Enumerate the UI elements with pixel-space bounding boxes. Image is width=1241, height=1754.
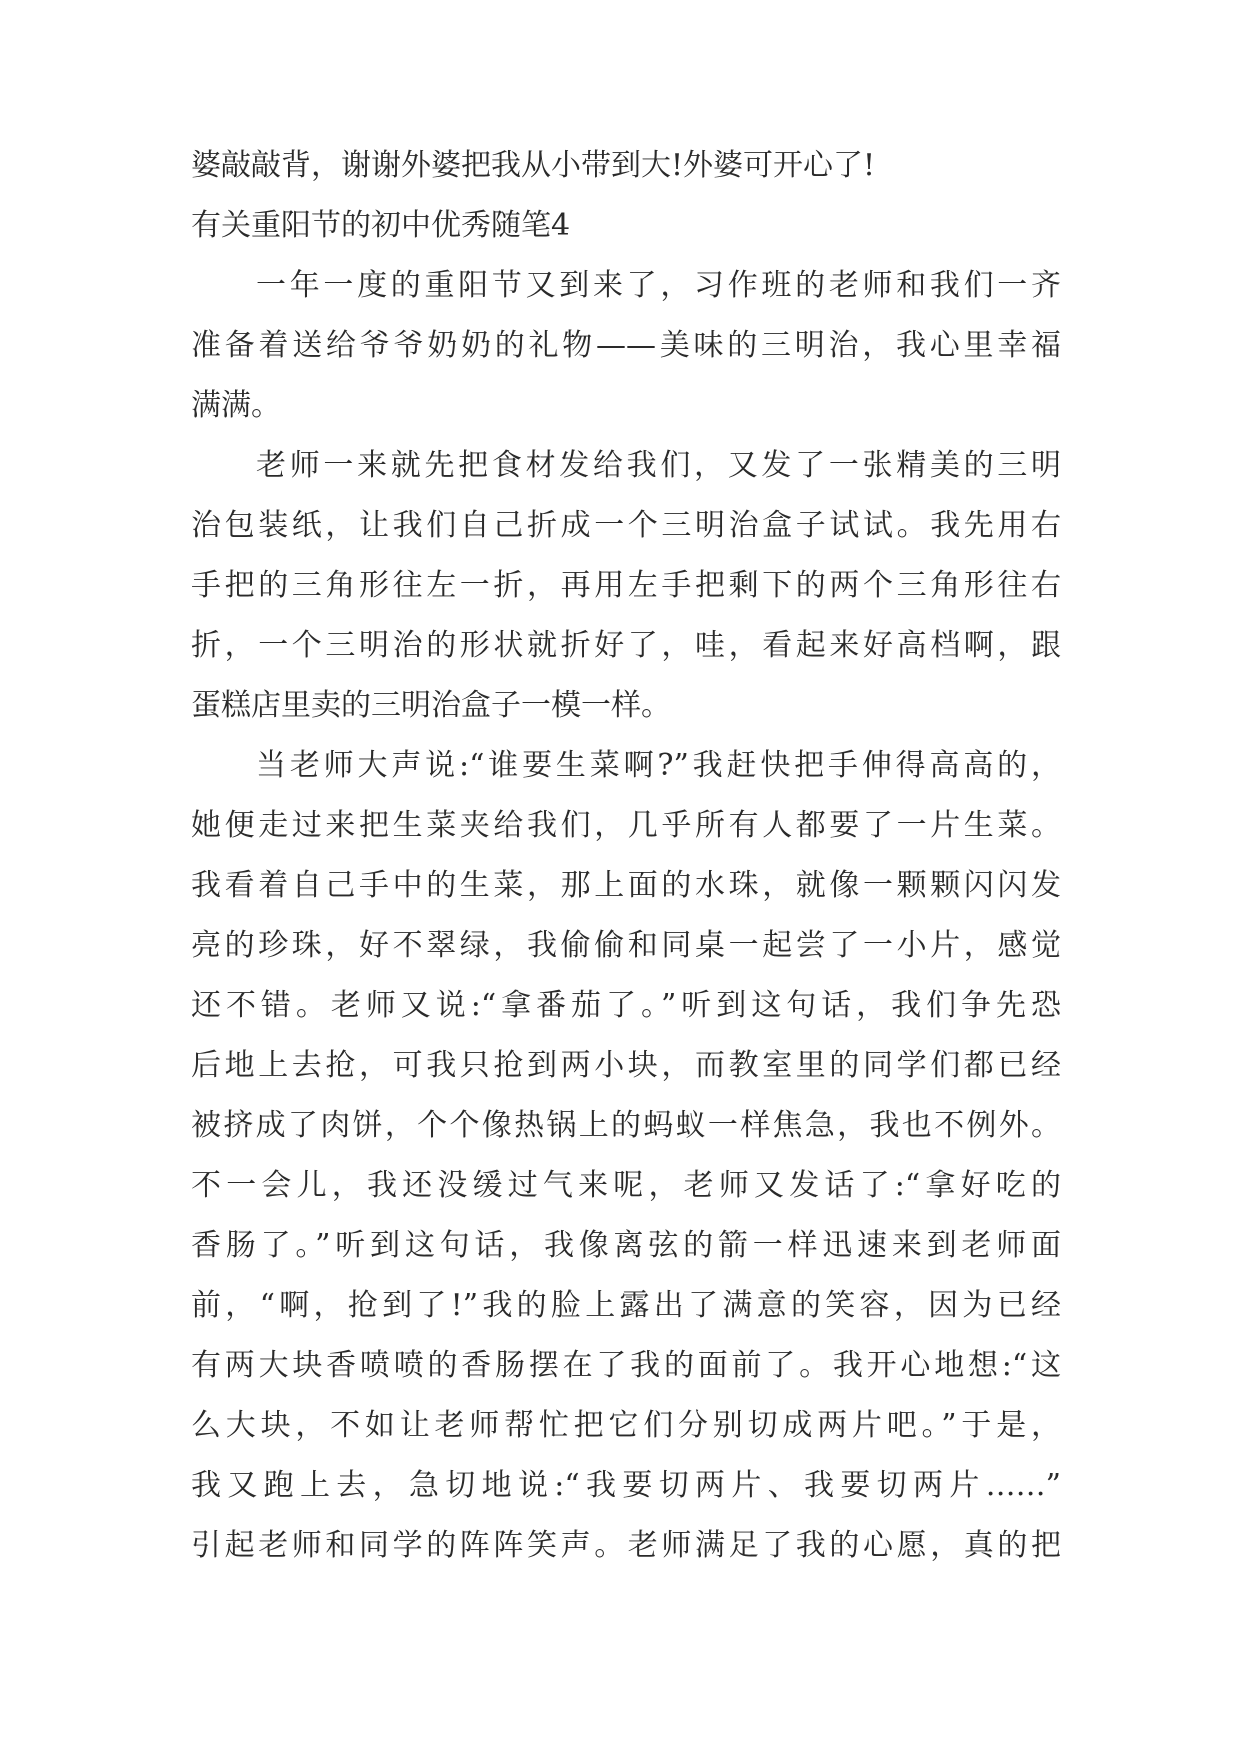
paragraph-2-line-3: 手把的三角形往左一折，再用左手把剩下的两个三角形往右 xyxy=(191,568,1061,603)
paragraph-2-line-2: 治包装纸，让我们自己折成一个三明治盒子试试。我先用右 xyxy=(191,508,1061,543)
paragraph-1-line-1: 一年一度的重阳节又到来了，习作班的老师和我们一齐 xyxy=(256,268,1061,303)
paragraph-3-line-5: 还不错。老师又说:“拿番茄了。”听到这句话，我们争先恐 xyxy=(191,988,1061,1023)
paragraph-3-line-8: 不一会儿，我还没缓过气来呢，老师又发话了:“拿好吃的 xyxy=(191,1168,1061,1203)
paragraph-3-line-1: 当老师大声说:“谁要生菜啊?”我赶快把手伸得高高的， xyxy=(256,748,1061,783)
paragraph-3-line-12: 么大块，不如让老师帮忙把它们分别切成两片吧。”于是， xyxy=(191,1408,1061,1443)
section-heading: 有关重阳节的初中优秀随笔4 xyxy=(191,208,571,243)
paragraph-3-line-6: 后地上去抢，可我只抢到两小块，而教室里的同学们都已经 xyxy=(191,1048,1061,1083)
paragraph-3-line-14: 引起老师和同学的阵阵笑声。老师满足了我的心愿，真的把 xyxy=(191,1528,1061,1563)
paragraph-1-line-2: 准备着送给爷爷奶奶的礼物——美味的三明治，我心里幸福 xyxy=(191,328,1061,363)
paragraph-3-line-13: 我又跑上去，急切地说:“我要切两片、我要切两片……” xyxy=(191,1468,1061,1503)
paragraph-3-line-7: 被挤成了肉饼，个个像热锅上的蚂蚁一样焦急，我也不例外。 xyxy=(191,1108,1061,1143)
paragraph-3-line-2: 她便走过来把生菜夹给我们，几乎所有人都要了一片生菜。 xyxy=(191,808,1061,843)
paragraph-3-line-9: 香肠了。”听到这句话，我像离弦的箭一样迅速来到老师面 xyxy=(191,1228,1061,1263)
paragraph-3-line-3: 我看着自己手中的生菜，那上面的水珠，就像一颗颗闪闪发 xyxy=(191,868,1061,903)
paragraph-2-line-4: 折，一个三明治的形状就折好了，哇，看起来好高档啊，跟 xyxy=(191,628,1061,663)
paragraph-3-line-11: 有两大块香喷喷的香肠摆在了我的面前了。我开心地想:“这 xyxy=(191,1348,1061,1383)
paragraph-1-line-3: 满满。 xyxy=(191,388,281,423)
paragraph-2-line-5: 蛋糕店里卖的三明治盒子一模一样。 xyxy=(191,688,671,723)
text-line-1: 婆敲敲背，谢谢外婆把我从小带到大!外婆可开心了! xyxy=(191,148,876,183)
paragraph-3-line-10: 前，“啊，抢到了!”我的脸上露出了满意的笑容，因为已经 xyxy=(191,1288,1061,1323)
paragraph-2-line-1: 老师一来就先把食材发给我们，又发了一张精美的三明 xyxy=(256,448,1061,483)
paragraph-3-line-4: 亮的珍珠，好不翠绿，我偷偷和同桌一起尝了一小片，感觉 xyxy=(191,928,1061,963)
